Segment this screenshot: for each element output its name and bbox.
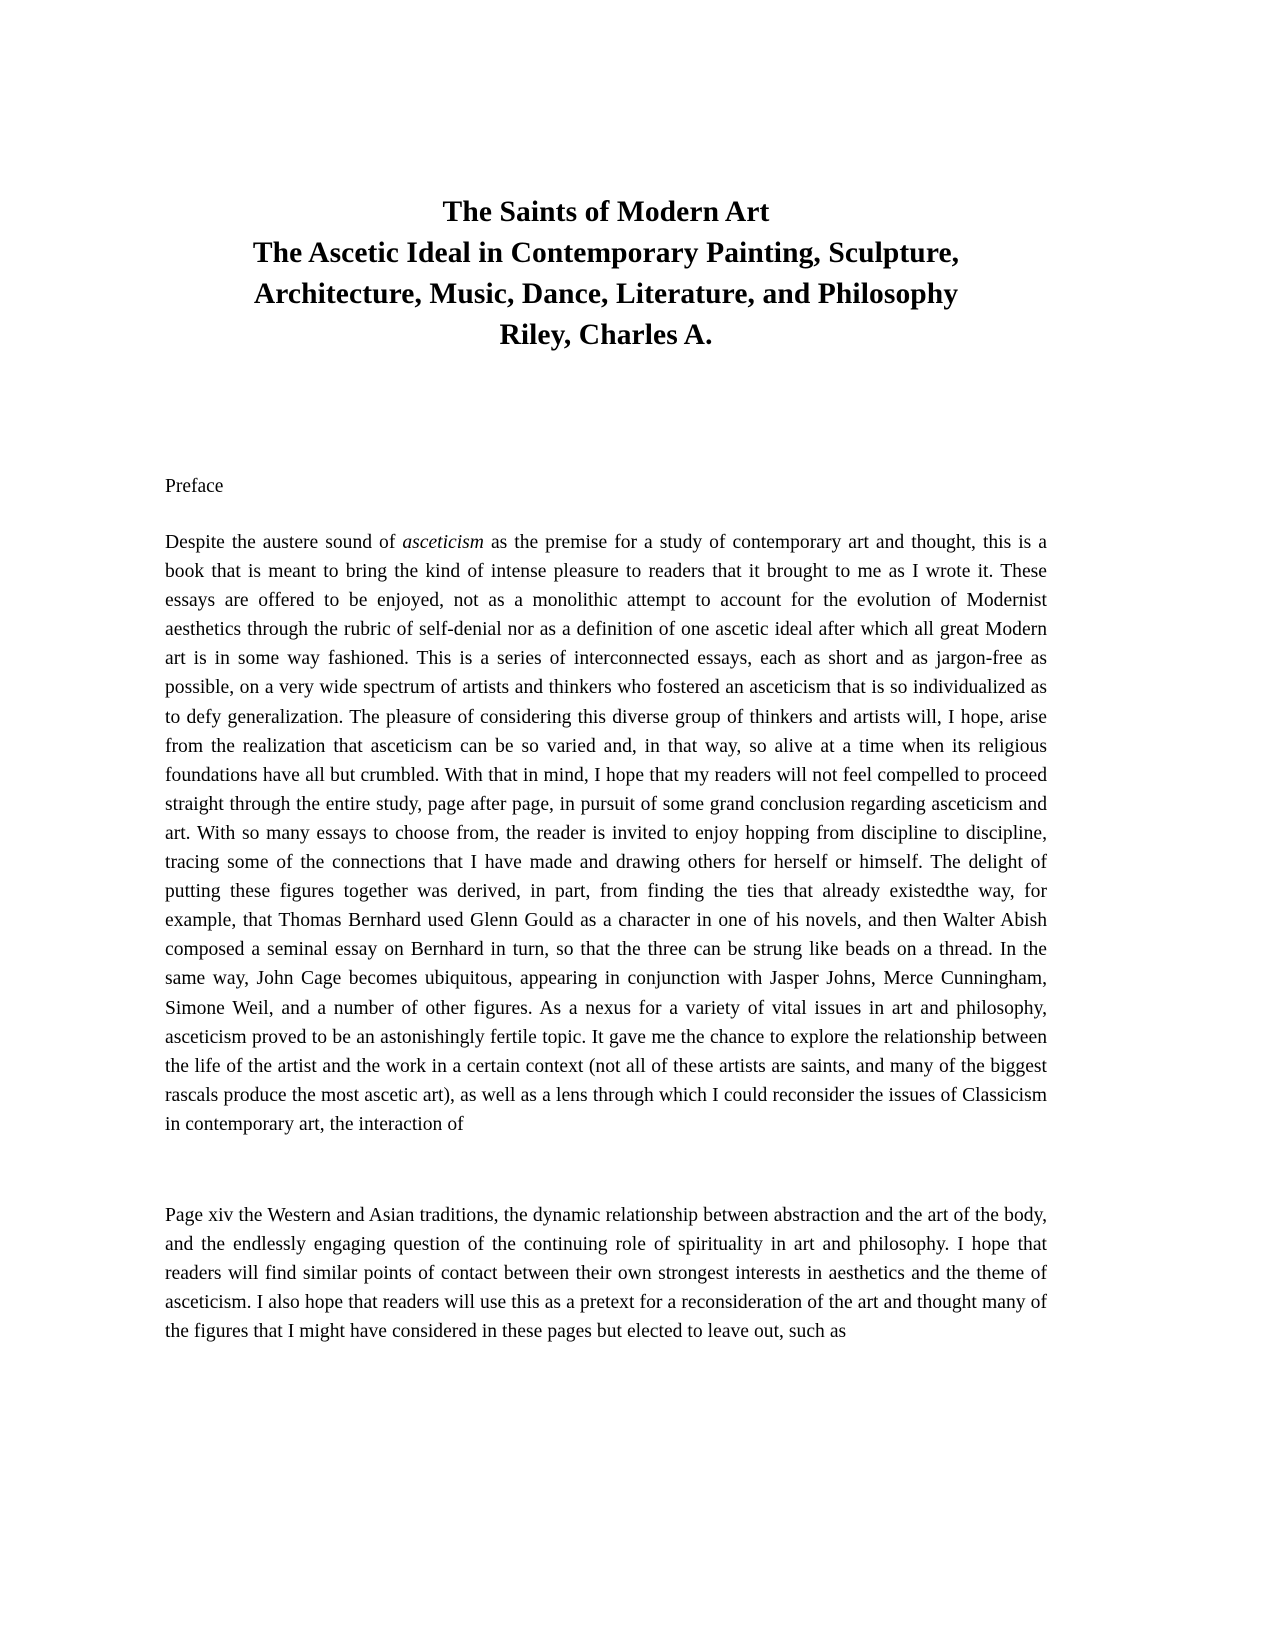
- emphasis-asceticism: asceticism: [402, 532, 484, 553]
- book-subtitle-line-2: Architecture, Music, Dance, Literature, and Philosophy: [253, 278, 959, 310]
- paragraph-1-text-before-italic: Despite the austere sound of: [165, 532, 403, 553]
- title-block: [165, 192, 1047, 356]
- preface-paragraph-1: [165, 528, 1047, 1139]
- preface-paragraph-2: Page xiv the Western and Asian traditions, the dynamic relationship between abstraction and the art of the body, and the endlessly engaging question of the continuing role of spirituality in art and philosophy. I hope that readers will find similar points of contact between their own strongest interests in aesthetics and the theme of asceticism. I also hope that readers will use this as a pretext for a reconsideration of the art and thought many of the figures that I might have considered in these pages but elected to leave out, such as: [165, 1204, 1047, 1343]
- book-author: Riley, Charles A.: [499, 319, 713, 351]
- page-content: [165, 0, 1047, 1366]
- section-heading-preface: Preface: [165, 476, 224, 497]
- book-subtitle-line-1: The Ascetic Ideal in Contemporary Painting, Sculpture,: [252, 237, 960, 269]
- book-title-main: The Saints of Modern Art: [442, 196, 770, 228]
- paragraph-1-text-after-italic: as the premise for a study of contemporary art and thought, this is a book that is meant to bring the kind of intense pleasure to readers that it brought to me as I wrote it. These essays are offered to be enjoyed, not as a monolithic attempt to account for the evolution of Modernist aesthetics through the rubric of self-denial nor as a definition of one ascetic ideal after which all great Modern art is in some way fashioned. This is a series of interconnected essays, each as short and as jargon-free as possible, on a very wide spectrum of artists and thinkers who fostered an asceticism that is so individualized as to defy generalization. The pleasure of considering this diverse group of thinkers and artists will, I hope, arise from the realization that asceticism can be so varied and, in that way, so alive at a time when its religious foundations have all but crumbled. With that in mind, I hope that my readers will not feel compelled to proceed straight through the entire study, page after page, in pursuit of some grand conclusion regarding asceticism and art. With so many essays to choose from, the reader is invited to enjoy hopping from discipline to discipline, tracing some of the connections that I have made and drawing others for herself or himself. The delight of putting these figures together was derived, in part, from finding the ties that already existedthe way, for example, that Thomas Bernhard used Glenn Gould as a character in one of his novels, and then Walter Abish composed a seminal essay on Bernhard in turn, so that the three can be strung like beads on a thread. In the same way, John Cage becomes ubiquitous, appearing in conjunction with Jasper Johns, Merce Cunningham, Simone Weil, and a number of other figures. As a nexus for a variety of vital issues in art and philosophy, asceticism proved to be an astonishingly fertile topic. It gave me the chance to explore the relationship between the life of the artist and the work in a certain context (not all of these artists are saints, and many of the biggest rascals produce the most ascetic art), as well as a lens through which I could reconsider the issues of Classicism in contemporary art, the interaction of: [165, 532, 1047, 1135]
- book-title: [165, 192, 1047, 356]
